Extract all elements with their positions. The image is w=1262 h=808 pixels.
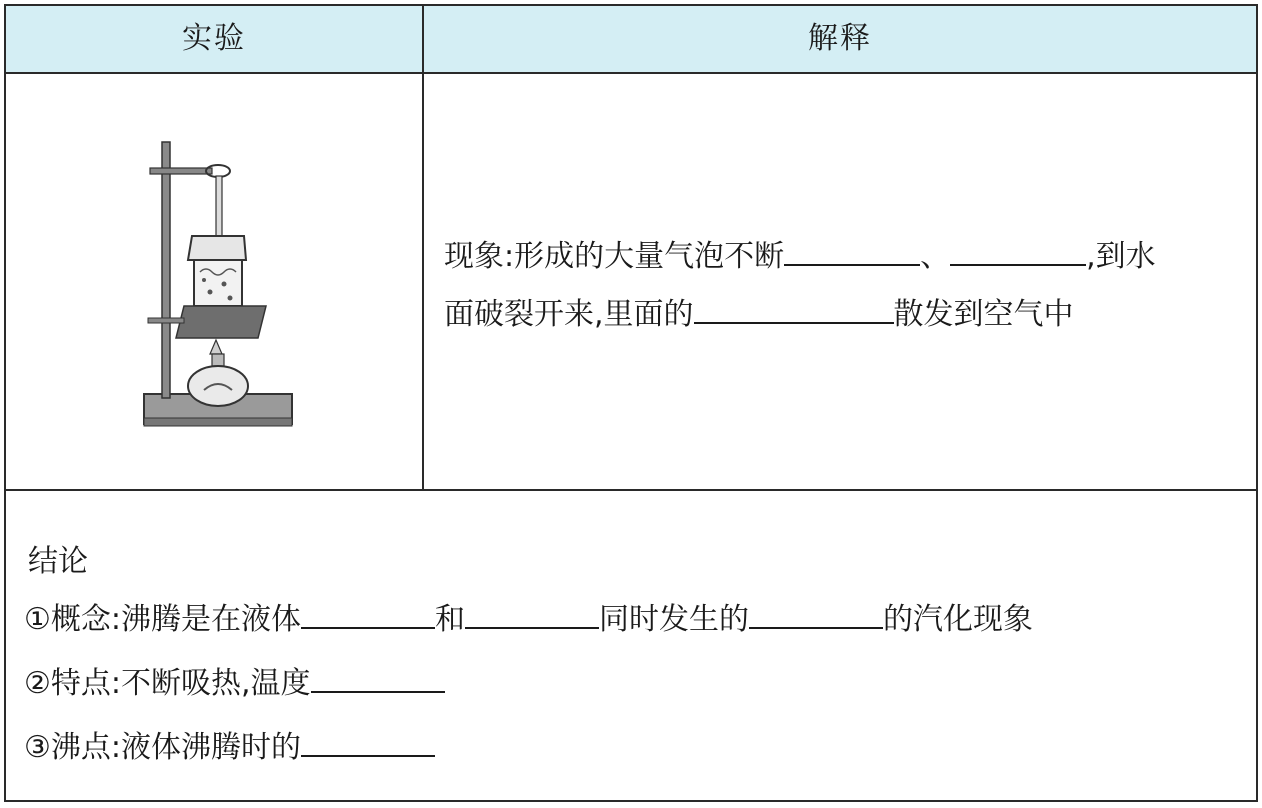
conclusion-concept [24,594,1033,638]
header-explanation: 解释 [808,21,872,56]
blank-field[interactable] [749,597,883,629]
phenomenon-part1: 现象:形成的大量气泡不断 [444,239,785,274]
boiling-point-text: ③沸点:液体沸腾时的 [24,730,302,765]
blank-field[interactable] [301,725,435,757]
phenomenon-sep: 、 [920,239,951,274]
row-divider [6,489,1256,491]
phenomenon-part2: ,到水 [1086,239,1156,274]
concept-text-b: 和 [435,602,466,637]
feature-text: ②特点:不断吸热,温度 [24,666,311,701]
phenomenon-part3: 面破裂开来,里面的 [444,297,694,332]
blank-field[interactable] [301,597,435,629]
concept-text-a: ①概念:沸腾是在液体 [24,602,302,637]
conclusion-title: 结论 [28,544,88,579]
concept-text-d: 的汽化现象 [883,602,1034,637]
blank-field[interactable] [694,292,894,324]
phenomenon-part4: 散发到空气中 [893,297,1074,332]
conclusion-feature [24,658,445,702]
blank-field[interactable] [950,234,1086,266]
blank-field[interactable] [465,597,599,629]
blank-field[interactable] [311,661,445,693]
column-divider [422,6,424,491]
experiment-table [4,4,1258,802]
boiling-water-apparatus-icon [126,132,296,432]
table-header-row [6,6,1256,74]
blank-field[interactable] [784,234,920,266]
header-experiment: 实验 [182,21,246,56]
conclusion-boiling-point [24,722,435,766]
phenomenon-text [444,228,1244,344]
concept-text-c: 同时发生的 [599,602,750,637]
